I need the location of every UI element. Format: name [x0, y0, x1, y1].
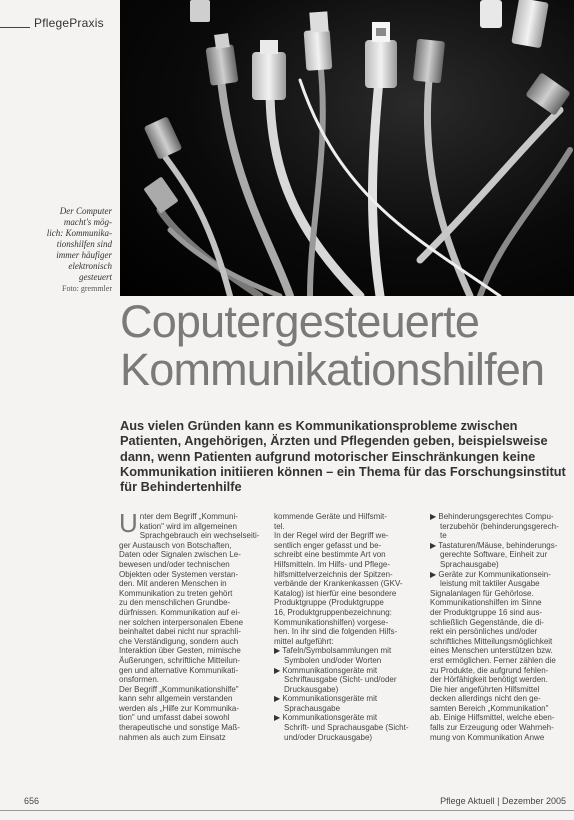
- text-line: der Produktgruppe 16 sind aus-: [430, 607, 543, 617]
- text-line: ab. Einige Hilfsmittel, welche eben-: [430, 713, 555, 723]
- list-item-text: Schrift- und Sprachausgabe (Sicht-: [284, 723, 409, 733]
- text-line: beinhaltet dabei nicht nur sprachli-: [119, 627, 241, 637]
- list-item-text: Schriftausgabe (Sicht- und/oder: [284, 675, 397, 685]
- text-line: eines Menschen unterstützen bzw.: [430, 646, 553, 656]
- text-line: kation" wird im allgemeinen: [139, 521, 237, 531]
- text-line: schriftliches Mitteilungsmöglichkeit: [430, 636, 553, 646]
- text-line: dürfnissen. Kommunikation auf ei-: [119, 607, 240, 617]
- footer-rule: [0, 810, 574, 811]
- list-item-text: und/oder Druckausgabe): [284, 732, 373, 742]
- list-item-text: gerechte Software, Einheit zur: [440, 550, 548, 560]
- list-item: [274, 666, 414, 695]
- text-line: kommende Geräte und Hilfsmit-: [274, 512, 387, 521]
- text-line: zu Produkte, die aufgrund fehlen-: [430, 665, 549, 675]
- text-line: der Hörfähigkeit benötigt werden.: [430, 675, 548, 685]
- text-line: In der Regel wird der Begriff we-: [274, 531, 389, 541]
- text-line: tion" und umfasst dabei sowohl: [119, 713, 230, 723]
- section-title: PflegePraxis: [34, 16, 104, 30]
- arrow-icon: ▶: [274, 665, 281, 675]
- magazine-issue: Pflege Aktuell | Dezember 2005: [440, 796, 566, 806]
- text-line: verbände der Krankenkassen (GKV-: [274, 579, 403, 589]
- caption-line: macht's mög-: [63, 217, 112, 227]
- list-item-text: Behinderungsgerechtes Compu-: [438, 512, 554, 521]
- text-line: ner solchen interpersonalen Ebene: [119, 617, 244, 627]
- list-item-text: Sprachausgabe: [284, 703, 341, 713]
- list-item-text: Sprachausgabe): [440, 559, 499, 569]
- text-line: Hilfsmitteln. Im Hilfs- und Pflege-: [274, 559, 391, 569]
- text-line: schreibt eine bestimmte Art von: [274, 550, 386, 560]
- text-line: Objekten oder Systemen verstan-: [119, 569, 239, 579]
- body-column-3: [430, 512, 570, 742]
- text-line: mung von Kommunikation Anwe: [430, 732, 545, 742]
- list-item-text: Tastaturen/Mäuse, behinderungs-: [438, 540, 558, 550]
- text-line: Katalog) ist hierfür eine besondere: [274, 588, 397, 598]
- text-line: samten Bereich „Kommunikation": [430, 703, 549, 713]
- list-item-text: Tafeln/Symbolsammlungen mit: [282, 646, 392, 656]
- caption-line: tionshilfen sind: [56, 239, 112, 249]
- text-line: Produktgruppe (Produktgruppe: [274, 598, 384, 608]
- list-item-text: Geräte zur Kommunikationsein-: [438, 569, 551, 579]
- cable-photo: [120, 0, 574, 296]
- caption-line: lich: Kommunika-: [46, 228, 112, 238]
- drop-cap: U: [119, 508, 138, 538]
- text-line: Kommunikation zu treten gehört: [119, 588, 233, 598]
- text-line: erst ermöglichen. Ferner zählen die: [430, 655, 556, 665]
- article-lead: Aus vielen Gründen kann es Kommunikationsprobleme zwischen Patienten, Angehörigen, Ärzten und Pflegenden geben, beispielsweise dann, wenn Patienten aufgrund motorischer Einschränkungen keine Kommunikation initiieren können – ein Thema für das Forschungsinstitut für Behindertenhilfe: [120, 418, 566, 495]
- list-item-text: Kommunikationsgeräte mit: [282, 713, 378, 723]
- header-rule: [0, 27, 30, 28]
- list-item-text: Kommunikationsgeräte mit: [282, 694, 378, 704]
- text-line: nter dem Begriff „Kommuni-: [139, 512, 238, 521]
- headline-line-2: Kommunikationshilfen: [120, 344, 545, 395]
- text-line: Äußerungen, schriftliche Mitteilun-: [119, 655, 240, 665]
- arrow-icon: ▶: [274, 646, 281, 656]
- list-item-text: Kommunikationsgeräte mit: [282, 665, 378, 675]
- caption-line: elektronisch: [68, 261, 112, 271]
- body-column-2: [274, 512, 414, 742]
- photo-credit: Foto: gremmler: [62, 284, 112, 293]
- body-column-1: [119, 508, 259, 742]
- list-item: [430, 512, 570, 541]
- caption-line: Der Computer: [59, 206, 112, 216]
- text-line: che Verständigung, sondern auch: [119, 636, 239, 646]
- text-line: falls zur Erzeugung oder Wahrneh-: [430, 723, 554, 733]
- list-item: [274, 694, 414, 713]
- headline-line-1: Coputergesteuerte: [120, 296, 480, 347]
- article-body: [119, 508, 574, 772]
- text-line: tel.: [274, 521, 285, 531]
- text-line: Sprachgebrauch ein wechselseiti-: [139, 531, 259, 541]
- arrow-icon: ▶: [430, 540, 437, 550]
- text-line: ger Austausch von Botschaften,: [119, 540, 232, 550]
- section-header: [0, 14, 120, 34]
- text-line: hilfsmittelverzeichnis der Spitzen-: [274, 569, 393, 579]
- text-line: zu den menschlichen Grundbe-: [119, 598, 231, 608]
- text-line: schließlich Gegenstände, die di-: [430, 617, 544, 627]
- arrow-icon: ▶: [274, 694, 281, 704]
- arrow-icon: ▶: [430, 569, 437, 579]
- text-line: decken allerdings nicht den ge-: [430, 694, 541, 704]
- list-item: [274, 646, 414, 665]
- text-line: Interaktion über Gesten, mimische: [119, 646, 241, 656]
- text-line: Der Begriff „Kommunikationshilfe": [119, 684, 239, 694]
- caption-line: gesteuert: [79, 272, 112, 282]
- text-line: 16, Produktgruppenbezeichnung:: [274, 607, 392, 617]
- list-item: [430, 541, 570, 570]
- list-item: [430, 570, 570, 589]
- text-line: Kommunikationshilfen im Sinne: [430, 598, 542, 608]
- text-line: werden als „Hilfe zur Kommunika-: [119, 703, 240, 713]
- text-line: sentlich enger gefasst und be-: [274, 540, 382, 550]
- text-line: mittel aufgeführt:: [274, 636, 334, 646]
- article-headline: [120, 298, 574, 394]
- list-item-text: terzubehör (behinderungsgerech-: [440, 521, 559, 531]
- page-footer: [0, 796, 574, 810]
- text-line: den. Mit anderen Menschen in: [119, 579, 227, 589]
- text-line: gen und alternative Kommunikati-: [119, 665, 239, 675]
- text-line: Kommunikationshilfen) vorgese-: [274, 617, 389, 627]
- text-line: Signalanlagen für Gehörlose.: [430, 588, 534, 598]
- text-line: rekt ein persönliches und/oder: [430, 627, 538, 637]
- text-line: kann sehr allgemein verstanden: [119, 694, 233, 704]
- text-line: onsformen.: [119, 675, 160, 685]
- list-item-text: leistung mit taktiler Ausgabe: [440, 579, 540, 589]
- list-item: [274, 713, 414, 742]
- text-line: therapeutische und sonstige Maß-: [119, 723, 240, 733]
- photo-caption: [20, 206, 112, 294]
- list-item-text: Druckausgabe): [284, 684, 339, 694]
- cable-illustration: [120, 0, 574, 296]
- text-line: nahmen als auch zum Einsatz: [119, 732, 226, 742]
- text-line: bewesen und/oder technischen: [119, 559, 230, 569]
- text-line: hen. In ihr sind die folgenden Hilfs-: [274, 627, 398, 637]
- arrow-icon: ▶: [274, 713, 281, 723]
- list-item-text: Symbolen und/oder Worten: [284, 655, 382, 665]
- caption-line: immer häufiger: [56, 250, 112, 260]
- arrow-icon: ▶: [430, 512, 437, 521]
- text-line: Die hier angeführten Hilfsmittel: [430, 684, 540, 694]
- page-number: 656: [24, 796, 40, 806]
- list-item-text: te: [440, 531, 447, 541]
- text-line: Daten oder Signalen zwischen Le-: [119, 550, 241, 560]
